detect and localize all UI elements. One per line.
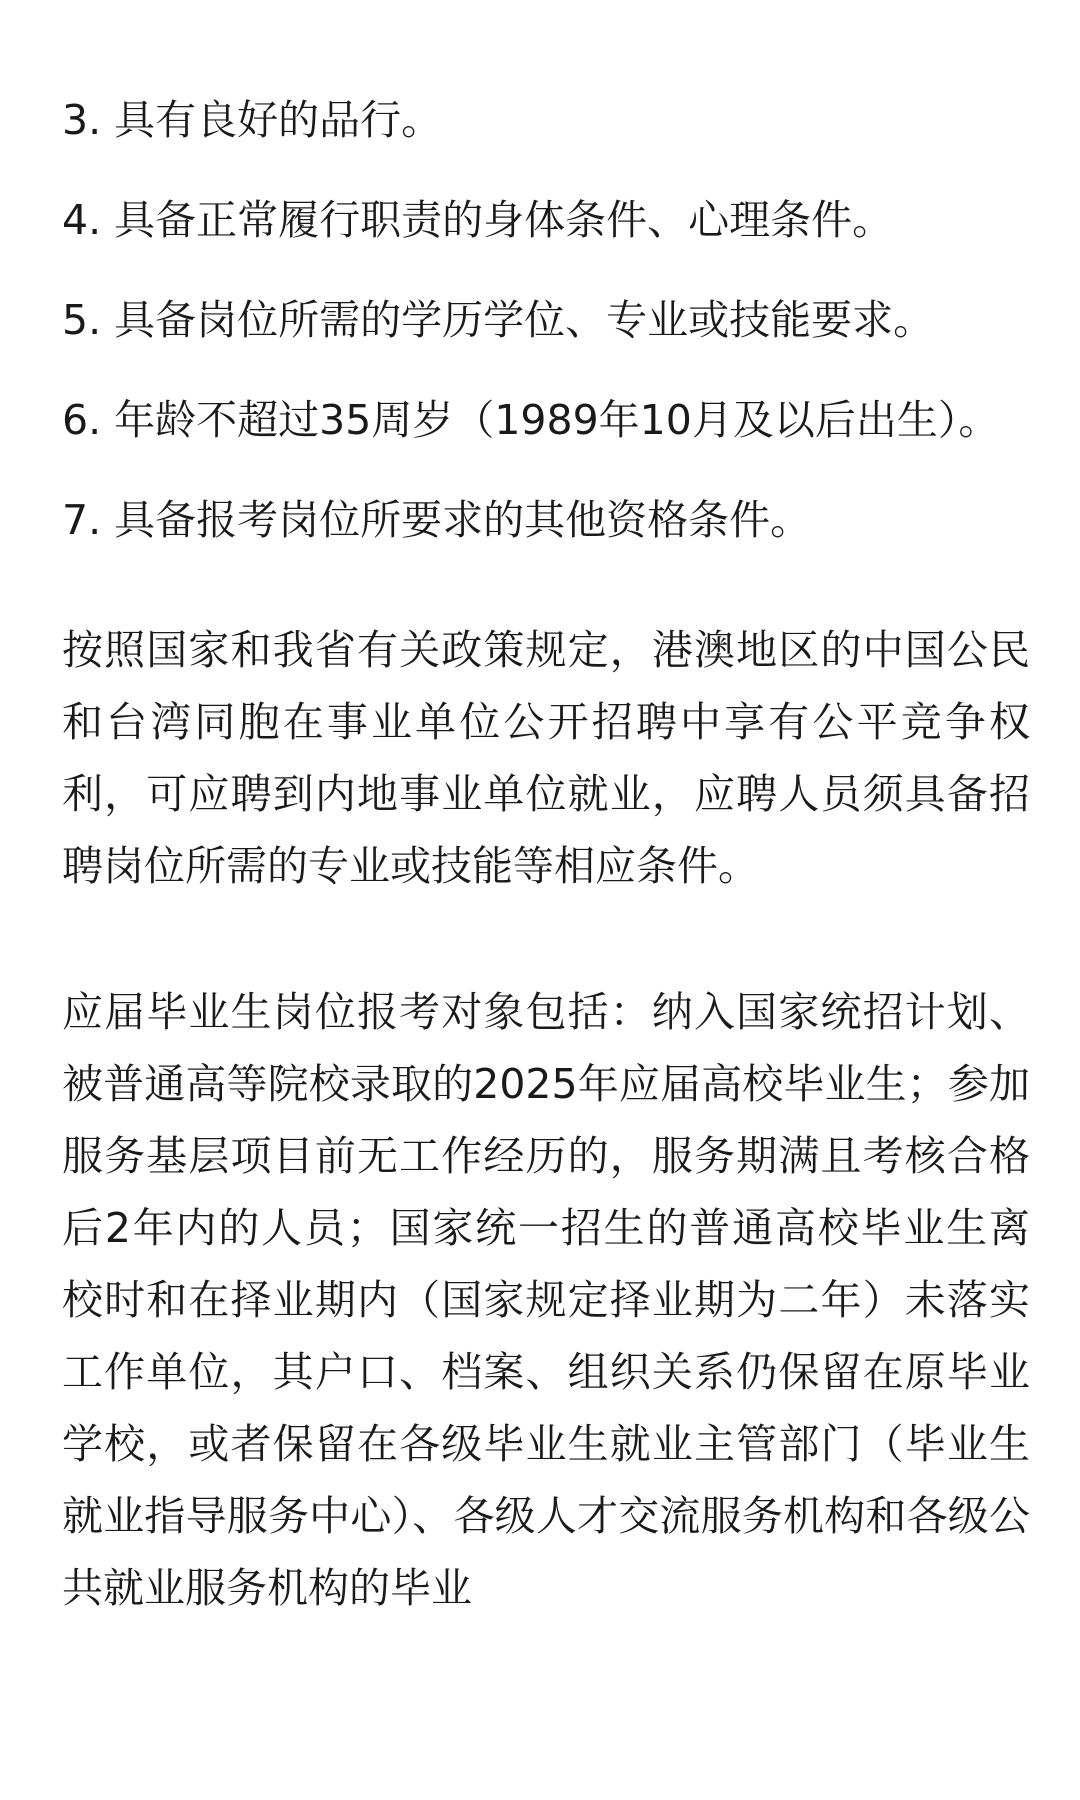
paragraph-graduate-eligibility: 应届毕业生岗位报考对象包括：纳入国家统招计划、被普通高等院校录取的2025年应届高校毕业生；参加服务基层项目前无工作经历的，服务期满且考核合格后2年内的人员；国家统一招生的普通高校毕业生离校时和在择业期内（国家规定择业期为二年）未落实工作单位，其户口、档案、组织关系仍保留在原毕业学校，或者保留在各级毕业生就业主管部门（毕业生就业指导服务中心）、各级人才交流服务机构和各级公共就业服务机构的毕业 [62, 988, 1030, 1612]
paragraph-hk-macao-taiwan-policy: 按照国家和我省有关政策规定，港澳地区的中国公民和台湾同胞在事业单位公开招聘中享有公平竞争权利，可应聘到内地事业单位就业，应聘人员须具备招聘岗位所需的专业或技能等相应条件。 [62, 626, 1030, 890]
requirement-item-6: 6. 年龄不超过35周岁（1989年10月及以后出生）。 [62, 396, 1000, 444]
article-body [62, 82, 1030, 1624]
requirement-item-5: 5. 具备岗位所需的学历学位、专业或技能要求。 [62, 296, 935, 344]
requirement-item-4: 4. 具备正常履行职责的身体条件、心理条件。 [62, 196, 894, 244]
requirement-item-7: 7. 具备报考岗位所要求的其他资格条件。 [62, 496, 812, 544]
requirement-item-3: 3. 具有良好的品行。 [62, 96, 443, 144]
